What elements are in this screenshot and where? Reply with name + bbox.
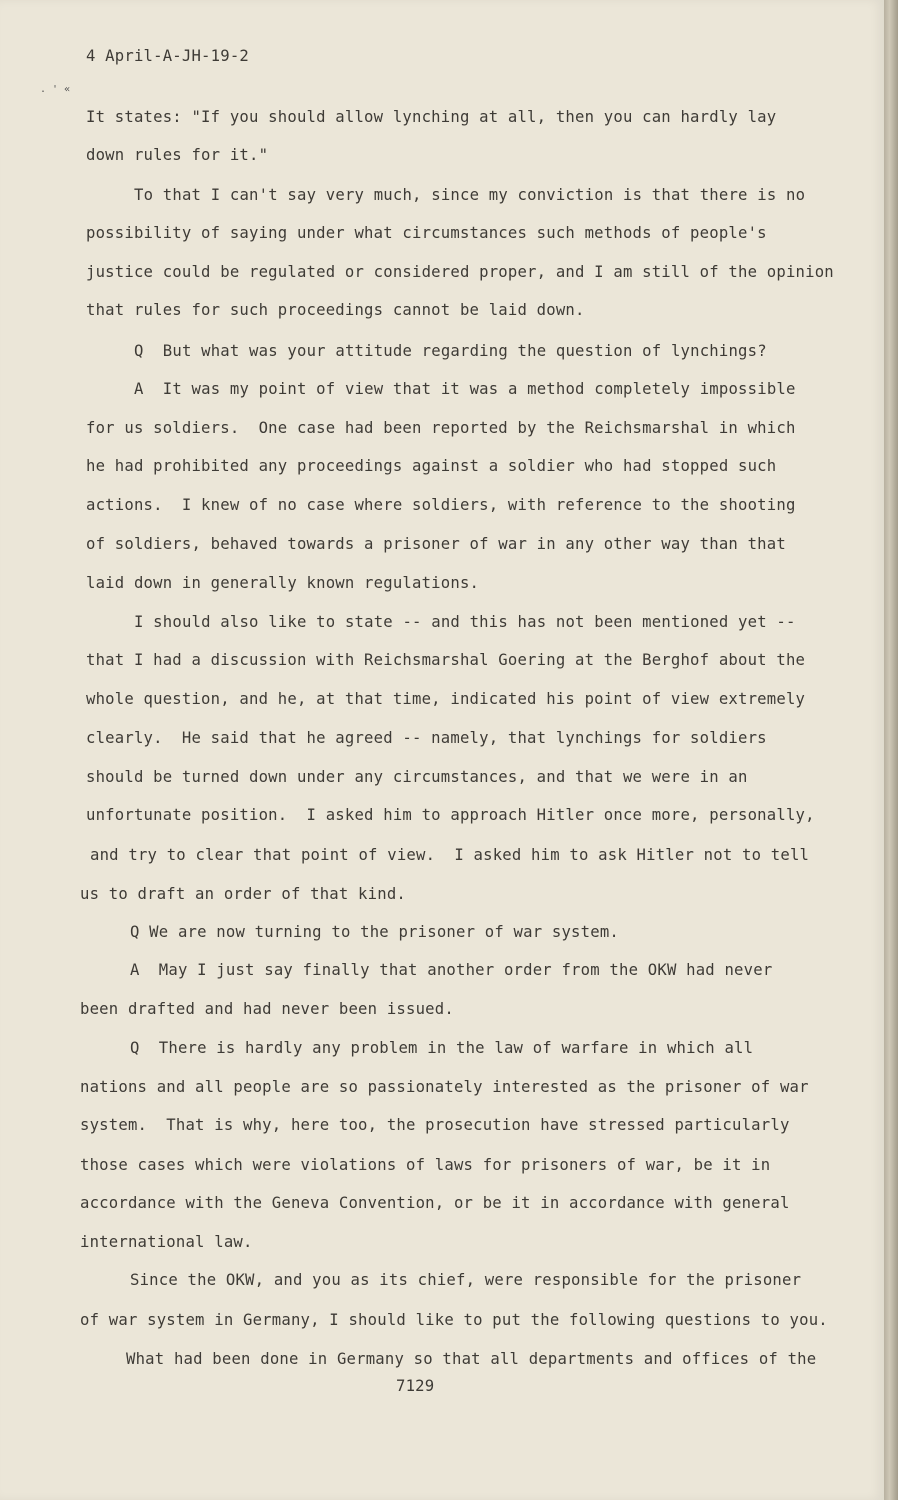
text-line: that rules for such proceedings cannot be laid down. <box>86 301 585 319</box>
page-number: 7129 <box>396 1377 435 1395</box>
text-line: us to draft an order of that kind. <box>80 885 406 903</box>
text-line: To that I can't say very much, since my conviction is that there is no <box>134 186 806 204</box>
text-line: whole question, and he, at that time, indicated his point of view extremely <box>86 690 806 708</box>
text-line: down rules for it." <box>86 146 269 164</box>
margin-marks: . ' « <box>40 84 71 95</box>
text-line: laid down in generally known regulations. <box>86 574 480 592</box>
text-line: of war system in Germany, I should like to put the following questions to you. <box>80 1311 828 1329</box>
text-line: been drafted and had never been issued. <box>80 1000 454 1018</box>
text-line: Q We are now turning to the prisoner of war system. <box>130 923 619 941</box>
text-line: and try to clear that point of view. I asked him to ask Hitler not to tell <box>90 846 810 864</box>
text-line: system. That is why, here too, the prosecution have stressed particularly <box>80 1116 790 1134</box>
text-line: Since the OKW, and you as its chief, were responsible for the prisoner <box>130 1271 802 1289</box>
text-line: of soldiers, behaved towards a prisoner of war in any other way than that <box>86 535 786 553</box>
text-line: possibility of saying under what circumstances such methods of people's <box>86 224 767 242</box>
text-line: international law. <box>80 1233 253 1251</box>
text-line: A It was my point of view that it was a method completely impossible <box>134 380 796 398</box>
text-line: A May I just say finally that another order from the OKW had never <box>130 961 773 979</box>
text-line: clearly. He said that he agreed -- namely, that lynchings for soldiers <box>86 729 767 747</box>
text-line: Q But what was your attitude regarding the question of lynchings? <box>134 342 767 360</box>
document-reference: 4 April-A-JH-19-2 <box>86 47 249 65</box>
text-line: actions. I knew of no case where soldiers, with reference to the shooting <box>86 496 796 514</box>
text-line: justice could be regulated or considered proper, and I am still of the opinion <box>86 263 834 281</box>
text-line: What had been done in Germany so that all departments and offices of the <box>126 1350 817 1368</box>
text-line: I should also like to state -- and this has not been mentioned yet -- <box>134 613 796 631</box>
text-line: that I had a discussion with Reichsmarshal Goering at the Berghof about the <box>86 651 806 669</box>
text-line: he had prohibited any proceedings against a soldier who had stopped such <box>86 457 777 475</box>
page-edge <box>884 0 898 1500</box>
text-line: unfortunate position. I asked him to approach Hitler once more, personally, <box>86 806 815 824</box>
text-line: It states: "If you should allow lynching at all, then you can hardly lay <box>86 108 777 126</box>
text-line: those cases which were violations of laws for prisoners of war, be it in <box>80 1156 771 1174</box>
text-line: Q There is hardly any problem in the law of warfare in which all <box>130 1039 754 1057</box>
text-line: for us soldiers. One case had been reported by the Reichsmarshal in which <box>86 419 796 437</box>
text-line: accordance with the Geneva Convention, or be it in accordance with general <box>80 1194 790 1212</box>
text-line: should be turned down under any circumstances, and that we were in an <box>86 768 748 786</box>
text-line: nations and all people are so passionately interested as the prisoner of war <box>80 1078 809 1096</box>
